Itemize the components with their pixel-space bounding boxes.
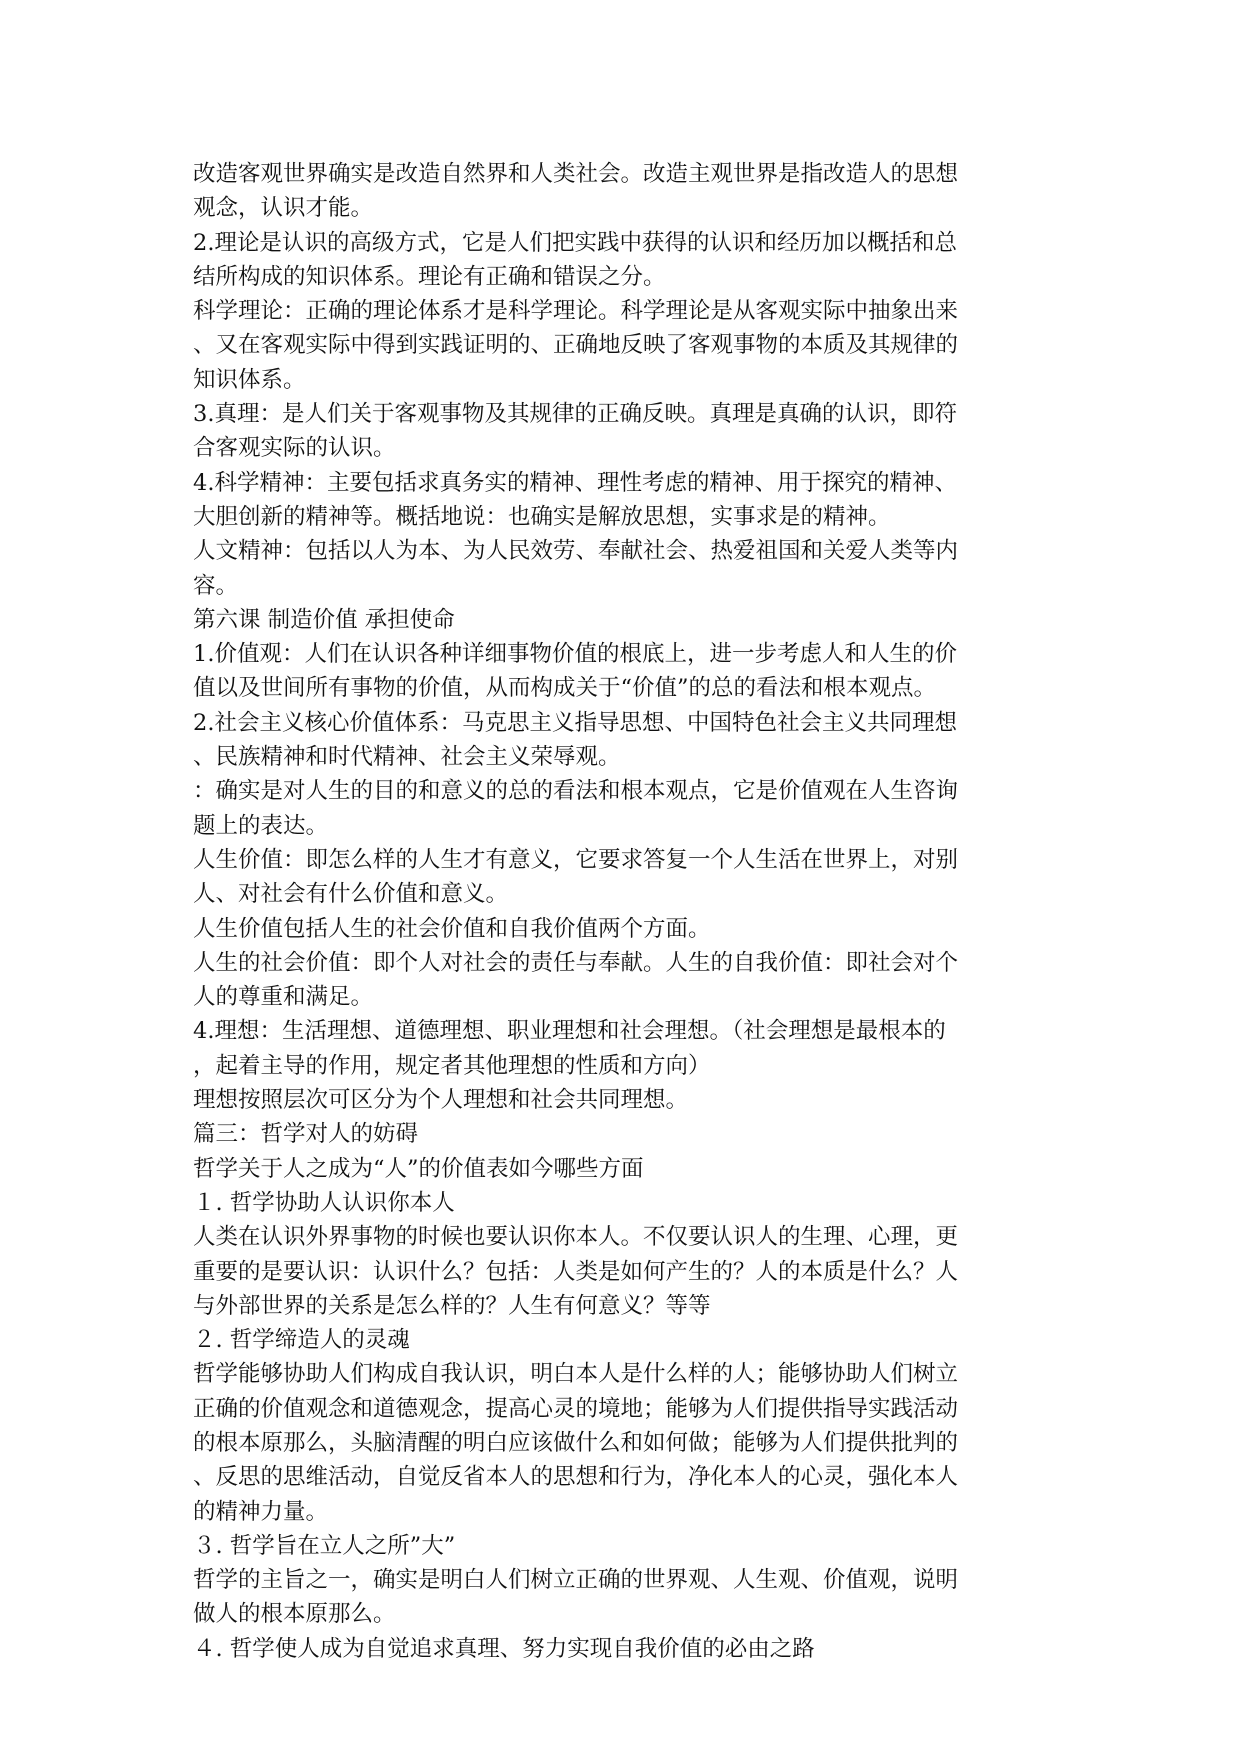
paragraph: 4.理想：生活理想、道德理想、职业理想和社会理想。（社会理想是最根本的 ，起着主导的作用，规定者其他理想的性质和方向） xyxy=(193,1018,946,1079)
subheading: ２. 哲学缔造人的灵魂 xyxy=(193,1327,410,1354)
subheading: ３. 哲学旨在立人之所”大” xyxy=(193,1532,456,1559)
paragraph: 人生价值包括人生的社会价值和自我价值两个方面。 xyxy=(193,915,711,942)
paragraph: 科学理论：正确的理论体系才是科学理论。科学理论是从客观实际中抽象出来 、又在客观实际中得到实践证明的、正确地反映了客观事物的本质及其规律的 知识体系。 xyxy=(193,298,959,393)
paragraph: 4.科学精神：主要包括求真务实的精神、理性考虑的精神、用于探究的精神、 大胆创新的精神等。概括地说：也确实是解放思想，实事求是的精神。 xyxy=(193,469,957,530)
subheading: １. 哲学协助人认识你本人 xyxy=(193,1189,455,1216)
paragraph: 2.社会主义核心价值体系：马克思主义指导思想、中国特色社会主义共同理想 、民族精神和时代精神、社会主义荣辱观。 xyxy=(193,709,957,771)
paragraph: 改造客观世界确实是改造自然界和人类社会。改造主观世界是指改造人的思想 观念，认识才能。 xyxy=(193,161,959,222)
document-body xyxy=(193,157,1053,1666)
paragraph: 人文精神：包括以人为本、为人民效劳、奉献社会、热爱祖国和关爱人类等内 容。 xyxy=(193,538,959,599)
paragraph: 哲学关于人之成为“人”的价值表如今哪些方面 xyxy=(193,1155,644,1182)
paragraph: 哲学能够协助人们构成自我认识，明白本人是什么样的人；能够协助人们树立 正确的价值观念和道德观念，提高心灵的境地；能够为人们提供指导实践活动 的根本原那么，头脑清醒的明白应该做什么和如何做；能够为人们提供批判的 、反思的思维活动，自觉反省本人的思想和行为，净化本人的心灵，强化本人 的精神力量。 xyxy=(193,1361,959,1525)
paragraph: 哲学的主旨之一，确实是明白人们树立正确的世界观、人生观、价值观，说明 做人的根本原那么。 xyxy=(193,1567,959,1628)
subheading: ４. 哲学使人成为自觉追求真理、努力实现自我价值的必由之路 xyxy=(193,1635,815,1662)
section-heading: 篇三：哲学对人的妨碍 xyxy=(193,1121,419,1148)
paragraph: 2.理论是认识的高级方式，它是人们把实践中获得的认识和经历加以概括和总 结所构成的知识体系。理论有正确和错误之分。 xyxy=(193,229,957,290)
paragraph: 人生价值：即怎么样的人生才有意义，它要求答复一个人生活在世界上，对别 人、对社会有什么价值和意义。 xyxy=(193,846,959,908)
paragraph: 人生的社会价值：即个人对社会的责任与奉献。人生的自我价值：即社会对个 人的尊重和满足。 xyxy=(193,949,959,1011)
paragraph: ：确实是对人生的目的和意义的总的看法和根本观点，它是价值观在人生咨询 题上的表达。 xyxy=(193,778,959,839)
paragraph: 人类在认识外界事物的时候也要认识你本人。不仅要认识人的生理、心理，更 重要的是要认识：认识什么？包括：人类是如何产生的？人的本质是什么？人 与外部世界的关系是怎么样的？人生有何意义？等等 xyxy=(193,1224,959,1319)
paragraph: 理想按照层次可区分为个人理想和社会共同理想。 xyxy=(193,1087,689,1114)
paragraph: 3.真理：是人们关于客观事物及其规律的正确反映。真理是真确的认识，即符 合客观实际的认识。 xyxy=(193,401,957,462)
section-heading: 第六课 制造价值 承担使命 xyxy=(193,606,455,633)
paragraph: 1.价值观：人们在认识各种详细事物价值的根底上，进一步考虑人和人生的价 值以及世间所有事物的价值，从而构成关于“价值”的总的看法和根本观点。 xyxy=(193,641,957,702)
